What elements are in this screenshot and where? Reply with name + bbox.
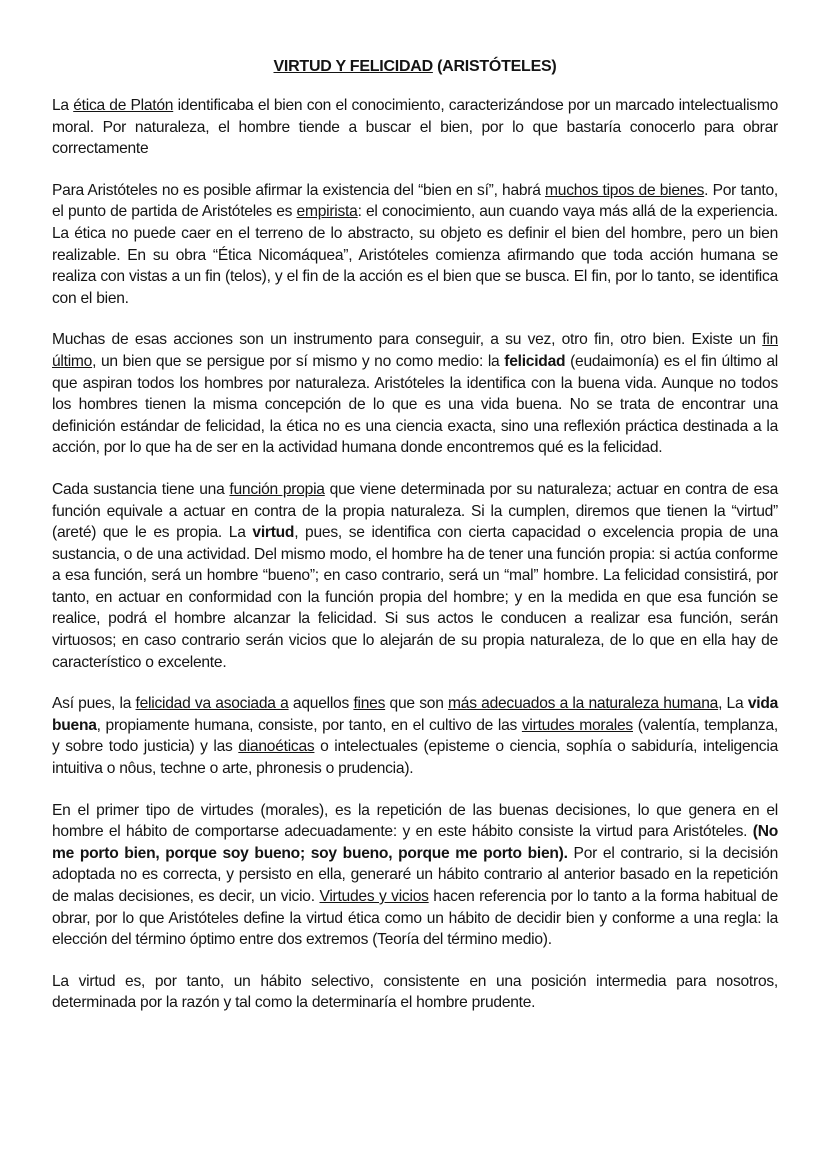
text-run: hacen referencia por lo tanto a la forma habitual de obrar, por lo que Aristóteles define la virtud ética como un hábito de decidir bien y conforme a una regla: la elección del término óptimo entre dos extremos (Teoría del término medio). (52, 888, 778, 949)
underlined-term: dianoéticas (238, 738, 315, 756)
underlined-term: ética de Platón (73, 97, 174, 114)
text-run: , pues, se identifica con cierta capacidad o excelencia propia de una sustancia, o de una actividad. Del mismo modo, el hombre ha de tener una función propia: si actúa conforme a esa función, será un hombre “bueno”; en caso contrario, será un “mal” hombre. La felicidad consistirá, por tanto, en actuar en conformidad con la función propia del hombre; y en la medida en que esa función se realice, podrá el hombre alcanzar la felicidad. Si sus actos le conducen a realizar esa función, serán virtuosos; en caso contrario serán vicios que lo alejarán de su propia naturaleza, de lo que en ella hay de característico o excelente. (52, 524, 778, 671)
document-body (52, 95, 778, 1014)
document-page (52, 56, 778, 1034)
paragraph (52, 971, 778, 1014)
paragraph (52, 693, 778, 779)
text-run: Cada sustancia tiene una (52, 480, 230, 498)
underlined-term: felicidad va asociada a (135, 695, 289, 713)
text-run: Así pues, la (52, 695, 136, 713)
title-underlined: VIRTUD Y FELICIDAD (273, 58, 433, 75)
underlined-term: fin último (52, 331, 778, 370)
underlined-term: fines (353, 695, 386, 713)
text-run: (eudaimonía) es el fin último al que aspiran todos los hombres por naturaleza. Aristóteles la identifica con la buena vida. Aunque no todos los hombres tienen la misma concepción de lo que es una vida buena. No se trata de encontrar una definición estándar de felicidad, la ética no es una ciencia exacta, sino una reflexión práctica destinada a la acción, por lo que ha de ser en la actividad humana donde encontremos qué es la felicidad. (52, 352, 778, 457)
underlined-term: virtudes morales (521, 716, 633, 734)
text-run: Por el contrario, si la decisión adoptada no es correcta, y persisto en ella, generaré un hábito contrario al anterior basado en la repetición de malas decisiones, es decir, un vicio. (52, 844, 779, 905)
underlined-term: muchos tipos de bienes (545, 181, 705, 199)
text-run: , propiamente humana, consiste, por tanto, en el cultivo de las (96, 716, 522, 734)
text-run: identificaba el bien con el conocimiento, caracterizándose por un marcado intelectualismo moral. Por naturaleza, el hombre tiende a buscar el bien, por lo que bastaría conocerlo para obrar correctamente (52, 97, 778, 158)
bold-term: felicidad (504, 352, 566, 370)
text-run: , un bien que se persigue por sí mismo y no como medio: la (92, 352, 505, 370)
text-run: La virtud es, por tanto, un hábito selectivo, consistente en una posición intermedia para nosotros, determinada por la razón y tal como la determinaría el hombre prudente. (52, 972, 778, 1012)
bold-term: (No me porto bien, porque soy bueno; soy bueno, porque me porto bien). (52, 823, 778, 862)
text-run: . Por tanto, el punto de partida de Aristóteles es (52, 181, 778, 221)
bold-term: vida buena (52, 695, 779, 734)
text-run: La (52, 97, 74, 114)
text-run: que son (385, 695, 449, 713)
bold-term: virtud (252, 524, 295, 542)
paragraph (52, 95, 778, 160)
text-run: Para Aristóteles no es posible afirmar la existencia del “bien en sí”, habrá (52, 181, 546, 199)
underlined-term: Virtudes y vicios (319, 888, 429, 905)
underlined-term: función propia (229, 480, 325, 498)
text-run: : el conocimiento, aun cuando vaya más allá de la experiencia. La ética no puede caer en el terreno de lo abstracto, su objeto es definir el bien del hombre, pero un bien realizable. En su obra “Ética Nicomáquea”, Aristóteles comienza afirmando que toda acción humana se realiza con vistas a un fin (telos), y el fin de la acción es el bien que se busca. El fin, por lo tanto, se identifica con el bien. (52, 203, 779, 307)
text-run: (valentía, templanza, y sobre todo justicia) y las (52, 716, 778, 756)
paragraph (52, 180, 778, 310)
underlined-term: empirista (296, 203, 358, 221)
text-run: aquellos (288, 695, 354, 713)
paragraph (52, 479, 778, 673)
text-run: Muchas de esas acciones son un instrumento para conseguir, a su vez, otro fin, otro bien. Existe un (52, 331, 763, 349)
paragraph (52, 800, 778, 951)
text-run: , La (718, 695, 748, 713)
title-rest: (ARISTÓTELES) (432, 58, 557, 75)
document-title (52, 56, 778, 78)
paragraph (52, 329, 778, 459)
text-run: En el primer tipo de virtudes (morales), es la repetición de las buenas decisiones, lo que genera en el hombre el hábito de comportarse adecuadamente: y en este hábito consiste la virtud para Aristóteles. (52, 801, 778, 841)
underlined-term: más adecuados a la naturaleza humana (448, 695, 719, 713)
text-run: o intelectuales (episteme o ciencia, sophía o sabiduría, inteligencia intuitiva o nôus, techne o arte, phronesis o prudencia). (52, 738, 778, 778)
text-run: que viene determinada por su naturaleza; actuar en contra de esa función equivale a actuar en contra de la propia naturaleza. Si la cumplen, diremos que tienen la “virtud” (areté) que le es propia. La (52, 480, 778, 542)
